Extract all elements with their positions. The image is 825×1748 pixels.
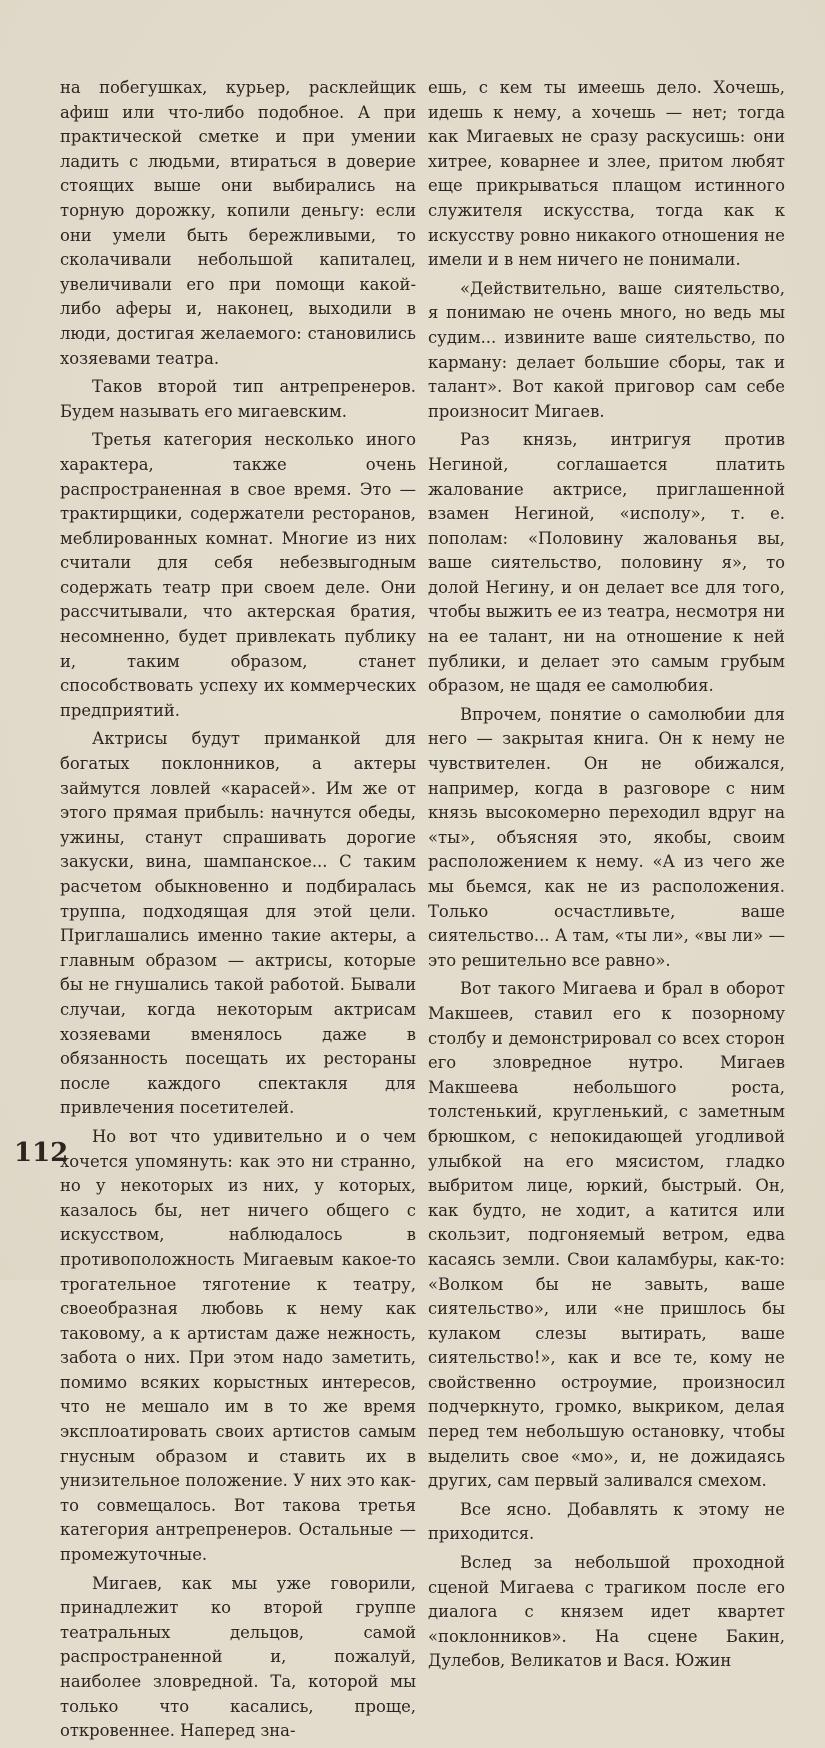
- page-number: 112: [14, 1138, 69, 1168]
- paragraph: Раз князь, интригуя против Негиной, соглашается платить жалование актрисе, приглашенной взамен Негиной, «исполу», т. е. пополам: «Половину жалованья вы, ваше сиятельство, половину я», то долой Негину, и он делает все для того, чтобы выжить ее из театра, несмотря ни на ее талант, ни на отношение к ней публики, и делает это самым грубым образом, не щадя ее самолюбия.: [428, 430, 785, 696]
- paragraph: Вот такого Мигаева и брал в оборот Макшеев, ставил его к позорному столбу и демонстрировал со всех сторон его зловредное нутро. Мигаев Макшеева небольшого роста, толстенький, кругленький, с заметным брюшком, с непокидающей угодливой улыбкой на его мясистом, гладко выбритом лице, юркий, быстрый. Он, как будто, не ходит, а катится или скользит, подгоняемый ветром, едва касаясь земли. Свои каламбуры, как-то: «Волком бы не завыть, ваше сиятельство», или «не пришлось бы кулаком слезы вытирать, ваше сиятельство!», как и все те, кому не свойственно остроумие, произносил подчеркнуто, громко, выкриком, делая перед тем небольшую остановку, чтобы выделить свое «мо», и, не дожидаясь других, сам первый заливался смехом.: [428, 979, 785, 1491]
- paragraph: Вслед за небольшой проходной сценой Мигаева с трагиком после его диалога с князем идет квартет «поклонников». На сцене Бакин, Дулебов, Великатов и Вася. Южин: [428, 1553, 785, 1671]
- right-text-column: [428, 76, 785, 1678]
- paragraph: Впрочем, понятие о самолюбии для него — закрытая книга. Он к нему не чувствителен. Он не обижался, например, когда в разговоре с ним князь высокомерно переходил вдруг на «ты», объясняя это, якобы, своим расположением к нему. «А из чего же мы бьемся, как не из расположения. Только осчастливьте, ваше сиятельство... А там, «ты ли», «вы ли» — это решительно все равно».: [428, 704, 785, 970]
- paragraph: Третья категория несколько иного характера, также очень распространенная в свое время. Это — трактирщики, содержатели ресторанов, меблированных комнат. Многие из них считали для себя небезвыгодным содержать театр при своем деле. Они рассчитывали, что актерская братия, несомненно, будет привлекать публику и, таким образом, станет способствовать успеху их коммерческих предприятий.: [60, 430, 416, 720]
- paragraph: «Действительно, ваше сиятельство, я понимаю не очень много, но ведь мы судим... извините ваше сиятельство, по карману: делает большие сборы, так и талант». Вот какой приговор сам себе произносит Мигаев.: [428, 278, 785, 421]
- paragraph: Но вот что удивительно и о чем хочется упомянуть: как это ни странно, но у некоторых из них, у которых, казалось бы, нет ничего общего с искусством, наблюдалось в противоположность Мигаевым какое-то трогательное тяготение к театру, своеобразная любовь к нему как таковому, а к артистам даже нежность, забота о них. При этом надо заметить, помимо всяких корыстных интересов, что не мешало им в то же время эксплоатировать своих артистов самым гнусным образом и ставить их в унизительное положение. У них это как-то совмещалось. Вот такова третья категория антрепренеров. Остальные — промежуточные.: [60, 1126, 416, 1565]
- paragraph: Таков второй тип антрепренеров. Будем называть его мигаевским.: [60, 377, 416, 421]
- paragraph: ешь, с кем ты имеешь дело. Хочешь, идешь к нему, а хочешь — нет; тогда как Мигаевых не сразу раскусишь: они хитрее, коварнее и злее, притом любят еще прикрываться плащом истинного служителя искусства, тогда как к искусству ровно никакого отношения не имели и в нем ничего не понимали.: [428, 78, 785, 270]
- paragraph: Актрисы будут приманкой для богатых поклонников, а актеры займутся ловлей «карасей». Им же от этого прямая прибыль: начнутся обеды, ужины, станут спрашивать дорогие закуски, вина, шампанское... С таким расчетом обыкновенно и подбиралась труппа, подходящая для этой цели. Приглашались именно такие актеры, а главным образом — актрисы, которые бы не гнушались такой работой. Бывали случаи, когда некоторым актрисам хозяевами вменялось даже в обязанность посещать их рестораны после каждого спектакля для привлечения посетителей.: [60, 729, 416, 1118]
- paragraph: Мигаев, как мы уже говорили, принадлежит ко второй группе театральных дельцов, самой распространенной и, пожалуй, наиболее зловредной. Та, которой мы только что касались, проще, откровеннее. Наперед зна-: [60, 1573, 416, 1741]
- paragraph: Все ясно. Добавлять к этому не приходится.: [428, 1499, 785, 1544]
- left-text-column: [60, 76, 416, 1748]
- paragraph: на побегушках, курьер, расклейщик афиш или что-либо подобное. А при практической сметке и при умении ладить с людьми, втираться в доверие стоящих выше они выбирались на торную дорожку, копили деньгу: если они умели быть бережливыми, то сколачивали небольшой капиталец, увеличивали его при помощи какой-либо аферы и, наконец, выходили в люди, достигая желаемого: становились хозяевами театра.: [60, 78, 416, 368]
